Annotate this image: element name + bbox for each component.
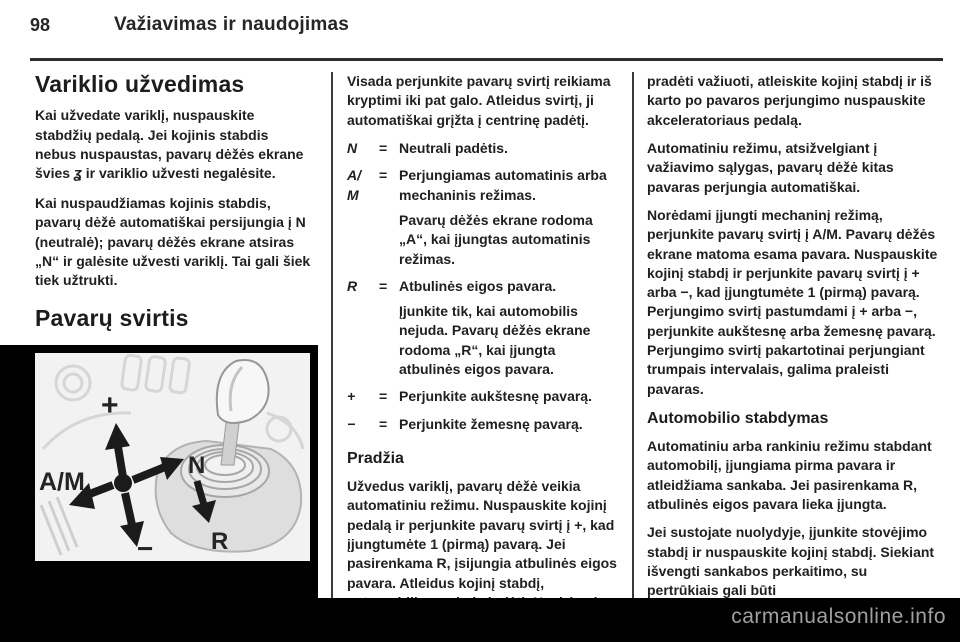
page-number: 98 bbox=[30, 15, 51, 35]
equals-sign: = bbox=[379, 277, 388, 294]
gear-lever-illustration bbox=[35, 353, 310, 561]
gear-knob bbox=[217, 360, 269, 423]
arrow-up-icon bbox=[105, 423, 130, 450]
gear-lever-photo bbox=[35, 353, 310, 561]
equals-sign: = bbox=[379, 167, 388, 184]
header-rule bbox=[30, 58, 943, 61]
paragraph-start: Užvedus variklį, pavarų dėžė veikia automatiniu režimu. Nuspauskite kojinį pedalą ir perjunkite pavarų svirtį į +, kad įjungtumėte 1 (pirmą) pavarą. Jei pasirenkama R, įsijungia atbulinės eigos pavara. Atleidus kojinį stabdį, bbox=[347, 478, 617, 591]
paragraph-engine-start bbox=[35, 106, 312, 185]
column-divider-right bbox=[632, 72, 634, 598]
label-r: R bbox=[211, 528, 229, 555]
paragraph-text: ir variklio užvesti negalėsite. bbox=[81, 165, 276, 182]
gear-desc-text: Perjunkite aukštesnę pavarą. bbox=[399, 388, 592, 405]
paragraph-lever-intro: Visada perjunkite pavarų svirtį reikiama kryptimi iki pat galo. Atleidus svirtį, ji automatiškai grįžta į centrinę padėtį. bbox=[347, 73, 611, 128]
paragraph-stopping: Automatiniu arba rankiniu režimu stabdant automobilį, įjungiama pirma pavara ir atleidžiama sankaba. Jei pasirenkama R, atbulinės eigos pavara lieka įjungta. bbox=[647, 438, 932, 513]
column-right bbox=[647, 72, 940, 610]
paragraph-manual-mode: Norėdami įjungti mechaninį režimą, perjunkite pavarų svirtį į A/M. Pavarų dėžės ekrane matoma esama pavara. Nuspauskite kojinį stabdį ir perjunkite pavarų svirtį į + arba −, kad įjungtumėte 1 (pirmą) pavarą. Perjungimo svirtį pastumdami į + arba −, perjunkite aukštesnę arba žemesnę pavarą. Perjungimo svirtį pakartotinai perjungiant trumpais intervalais, galima praleisti pavaras. bbox=[647, 206, 938, 397]
gear-desc-note: Pavarų dėžės ekrane rodoma „A“, kai įjungtas automatinis režimas. bbox=[399, 211, 593, 267]
bottom-bar bbox=[0, 598, 960, 642]
equals-sign: = bbox=[379, 415, 388, 432]
label-n: N bbox=[188, 452, 206, 479]
paragraph-text: Kai užvedate variklį, nuspauskite stabdžių pedalą. Jei kojinis stabdis nebus nuspaustas, pavarų dėžės ekrane švies bbox=[35, 107, 304, 182]
chapter-title: Važiavimas ir naudojimas bbox=[114, 14, 350, 35]
label-minus: − bbox=[137, 533, 154, 561]
paragraph-slope: Jei sustojate nuolydyje, įjunkite stovėjimo stabdį ir nuspauskite kojinį stabdį. Siekiant išvengti sankabos perkaitimo, su pertrūkiais gali būti bbox=[647, 524, 935, 599]
paragraph-neutral-shift: Kai nuspaudžiamas kojinis stabdis, pavarų dėžė automatiškai persijungia į N (neutralė); pavarų dėžės ekrane atsiras „N“ ir galėsite užvesti variklį. Tai gali šiek tiek užtrukti. bbox=[35, 194, 311, 289]
column-middle bbox=[347, 72, 620, 641]
paragraph-drive-off: pradėti važiuoti, atleiskite kojinį stabdį ir iš karto po pavaros perjungimo nuspauskite akceleratoriaus pedalą. bbox=[647, 73, 932, 128]
equals-sign: = bbox=[379, 139, 388, 156]
gear-desc-text: Atbulinės eigos pavara. bbox=[399, 277, 557, 294]
dashboard-hatching bbox=[41, 497, 77, 555]
paragraph-auto-mode: Automatiniu režimu, atsižvelgiant į važiavimo sąlygas, pavarų dėžė kitas pavaras perjungia automatiškai. bbox=[647, 139, 894, 195]
gear-desc bbox=[399, 166, 620, 275]
gear-position-row bbox=[347, 166, 620, 275]
gear-term: R bbox=[347, 277, 358, 294]
label-am: A/M bbox=[39, 468, 85, 496]
gear-desc bbox=[399, 415, 620, 440]
gear-desc-text: Neutrali padėtis. bbox=[399, 139, 508, 156]
equals-sign: = bbox=[379, 388, 388, 405]
label-plus: + bbox=[101, 389, 119, 422]
gear-position-row bbox=[347, 139, 620, 164]
gear-position-list bbox=[347, 139, 620, 440]
gear-position-row bbox=[347, 277, 620, 386]
subheading-start: Pradžia bbox=[347, 450, 404, 467]
section-heading-engine-starting: Variklio užvedimas bbox=[35, 71, 245, 97]
column-left bbox=[35, 72, 312, 341]
gear-term: + bbox=[347, 388, 356, 405]
watermark-text: carmanualsonline.info bbox=[731, 605, 946, 628]
gear-desc-note: Įjunkite tik, kai automobilis nejuda. Pavarų dėžės ekrane rodoma „R“, kai įjungta atbulinės eigos pavara. bbox=[399, 303, 591, 378]
gear-position-row bbox=[347, 415, 620, 440]
gear-desc-text: Perjungiamas automatinis arba mechaninis režimas. bbox=[399, 167, 607, 203]
gear-term: − bbox=[347, 415, 356, 432]
gear-position-row bbox=[347, 387, 620, 412]
gear-desc bbox=[399, 277, 620, 386]
section-heading-gear-lever: Pavarų svirtis bbox=[35, 305, 189, 332]
subheading-stopping: Automobilio stabdymas bbox=[647, 410, 829, 427]
gear-desc bbox=[399, 387, 620, 412]
gear-term: N bbox=[347, 139, 358, 156]
gear-desc bbox=[399, 139, 620, 164]
gear-term: A/ M bbox=[347, 167, 361, 203]
brake-pedal-icon: ʓ bbox=[73, 165, 82, 183]
gear-desc-text: Perjunkite žemesnę pavarą. bbox=[399, 415, 583, 432]
column-divider-left bbox=[331, 72, 333, 598]
